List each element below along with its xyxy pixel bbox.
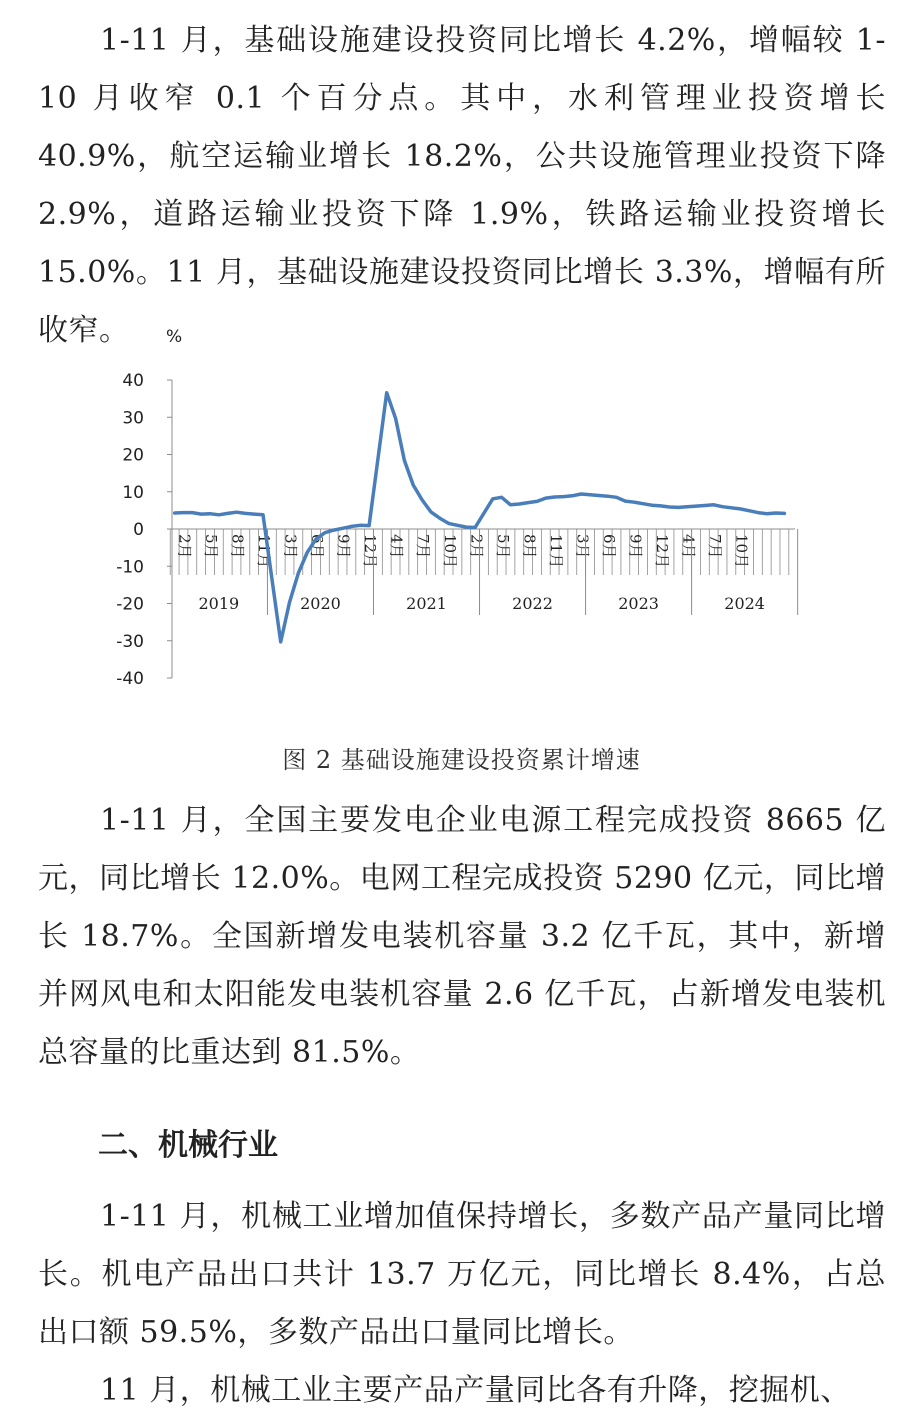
figure-caption: 图 2 基础设施建设投资累计增速 [282, 746, 641, 774]
x-month-label: 5月 [202, 534, 221, 559]
year-label: 2022 [512, 594, 553, 613]
year-label: 2020 [300, 594, 341, 613]
x-month-label: 8月 [228, 534, 247, 559]
line-chart-svg [0, 316, 923, 736]
x-month-label: 10月 [732, 534, 751, 569]
x-month-label: 6月 [308, 534, 327, 559]
x-month-label: 12月 [361, 534, 380, 569]
y-tick-label: 0 [133, 520, 144, 540]
x-month-label: 12月 [652, 534, 671, 569]
x-month-label: 3月 [281, 534, 300, 559]
x-month-label: 4月 [679, 534, 698, 559]
y-tick-label: -30 [116, 631, 144, 652]
year-label: 2023 [618, 594, 659, 613]
x-month-label: 9月 [626, 534, 645, 559]
y-tick-label: -10 [116, 557, 144, 578]
x-month-label: 5月 [493, 534, 512, 559]
y-tick-label: 10 [122, 482, 144, 503]
x-month-label: 11月 [546, 534, 565, 569]
x-month-label: 7月 [705, 534, 724, 559]
y-tick-label: 30 [122, 408, 144, 429]
year-label: 2021 [406, 594, 447, 613]
x-month-label: 3月 [573, 534, 592, 559]
y-axis-unit-label: % [166, 327, 183, 347]
x-month-label: 11月 [255, 534, 274, 569]
x-month-label: 7月 [414, 534, 433, 559]
year-label: 2024 [724, 594, 765, 613]
x-month-label: 6月 [599, 534, 618, 559]
x-month-label: 2月 [175, 534, 194, 559]
section-heading: 二、机械行业 [98, 1128, 278, 1163]
y-tick-label: 20 [122, 445, 144, 466]
infrastructure-investment-chart [0, 316, 923, 736]
paragraph-power-investment: 1-11 月，全国主要发电企业电源工程完成投资 8665 亿元，同比增长 12.0%。电网工程完成投资 5290 亿元，同比增长 18.7%。全国新增发电装机容量 3.2 亿千瓦，其中，新增并网风电和太阳能发电装机容量 2.6 亿千瓦，占新增发电装机总容量的比重达到 81.5%。 [38, 803, 886, 1070]
paragraph-machinery: 1-11 月，机械工业增加值保持增长，多数产品产量同比增长。机电产品出口共计 13.7 万亿元，同比增长 8.4%，占总出口额 59.5%，多数产品出口量同比增长。 [38, 1199, 886, 1350]
y-tick-label: 40 [122, 371, 144, 391]
x-month-label: 8月 [520, 534, 539, 559]
y-tick-label: -40 [116, 669, 144, 689]
y-tick-label: -20 [116, 594, 144, 615]
paragraph-infrastructure: 1-11 月，基础设施建设投资同比增长 4.2%，增幅较 1-10 月收窄 0.1 个百分点。其中，水利管理业投资增长 40.9%，航空运输业增长 18.2%，公共设施管理业投资下降 2.9%，道路运输业投资下降 1.9%，铁路运输业投资增长 15.0%。11 月，基础设施建设投资同比增长 3.3%，增幅有所收窄。 [38, 23, 886, 348]
year-label: 2019 [198, 594, 240, 613]
paragraph-machinery-november: 11 月，机械工业主要产品产量同比各有升降，挖掘机、 [100, 1373, 851, 1408]
x-month-label: 4月 [387, 534, 406, 559]
x-month-label: 9月 [334, 534, 353, 559]
x-month-label: 2月 [467, 534, 486, 559]
x-month-label: 10月 [440, 534, 459, 569]
